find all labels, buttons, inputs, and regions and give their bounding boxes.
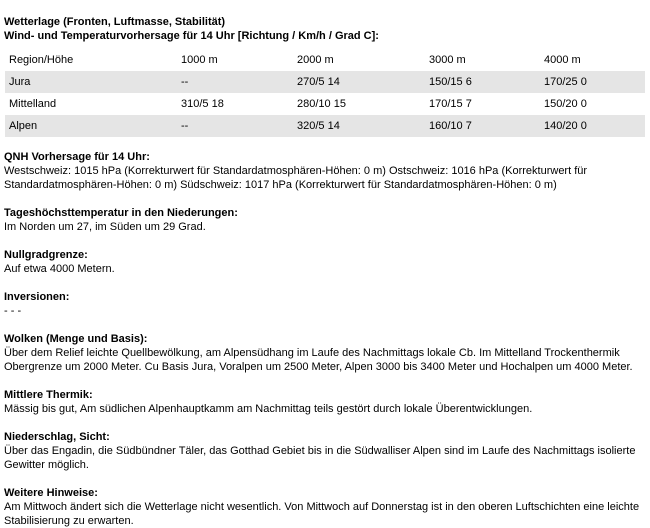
section-title: Weitere Hinweise:	[4, 487, 98, 499]
table-cell: 170/15 7	[429, 98, 472, 110]
section-freezing-level	[4, 248, 644, 276]
column-header-1000m: 1000 m	[181, 54, 218, 66]
weather-situation-heading: Wetterlage (Fronten, Luftmasse, Stabilität)	[4, 16, 226, 28]
table-cell: 150/15 6	[425, 71, 540, 93]
table-cell: Alpen	[5, 115, 177, 137]
table-cell: 150/20 0	[544, 98, 587, 110]
column-header-3000m: 3000 m	[429, 54, 466, 66]
section-title: Nullgradgrenze:	[4, 249, 88, 261]
table-cell: 270/5 14	[293, 71, 425, 93]
section-title: QNH Vorhersage für 14 Uhr:	[4, 151, 150, 163]
table-header-row	[5, 49, 645, 71]
section-text: Im Norden um 27, im Süden um 29 Grad.	[4, 221, 206, 233]
table-row-mittelland	[5, 93, 645, 115]
section-inversions	[4, 290, 644, 318]
section-text: Am Mittwoch ändert sich die Wetterlage nicht wesentlich. Von Mittwoch auf Donnerstag ist in den oberen Luftschichten eine leichte Stabilisierung zu erwarten.	[4, 501, 640, 527]
table-cell: Jura	[5, 71, 177, 93]
section-title: Niederschlag, Sicht:	[4, 431, 110, 443]
wind-temperature-table	[5, 49, 645, 137]
section-clouds	[4, 332, 644, 374]
section-text: Auf etwa 4000 Metern.	[4, 263, 115, 275]
wind-temperature-heading: Wind- und Temperaturvorhersage für 14 Uhr [Richtung / Km/h / Grad C]:	[4, 30, 379, 42]
table-cell: 160/10 7	[425, 115, 540, 137]
column-header-2000m: 2000 m	[297, 54, 334, 66]
section-text: - - -	[4, 305, 22, 317]
section-text: Über dem Relief leichte Quellbewölkung, am Alpensüdhang im Laufe des Nachmittags lokale Cb. Im Mittelland Trockenthermik Obergrenze um 2000 Meter. Cu Basis Jura, Voralpen um 2500 Meter, Alpen 3000 bis 3400 Meter und Hochalpen um 4000 Meter.	[4, 347, 633, 373]
section-further-notes	[4, 486, 644, 528]
section-title: Wolken (Menge und Basis):	[4, 333, 148, 345]
section-text: Über das Engadin, die Südbündner Täler, das Gotthad Gebiet bis in die Südwalliser Alpen sind im Laufe des Nachmittags isolierte Gewitter möglich.	[4, 445, 636, 471]
section-title: Tageshöchsttemperatur in den Niederungen:	[4, 207, 238, 219]
table-row-alpen	[5, 115, 645, 137]
table-cell: --	[177, 71, 293, 93]
table-cell: 140/20 0	[540, 115, 645, 137]
table-cell: 280/10 15	[297, 98, 346, 110]
table-row-jura	[5, 71, 645, 93]
section-qnh	[4, 150, 644, 192]
table-cell: --	[177, 115, 293, 137]
table-cell: Mittelland	[9, 98, 57, 110]
section-max-temperature	[4, 206, 644, 234]
section-thermals	[4, 388, 644, 416]
section-title: Inversionen:	[4, 291, 70, 303]
forecast-page	[4, 15, 644, 528]
column-header-4000m: 4000 m	[544, 54, 581, 66]
column-header-region: Region/Höhe	[9, 54, 74, 66]
table-cell: 170/25 0	[540, 71, 645, 93]
section-text: Westschweiz: 1015 hPa (Korrekturwert für Standardatmosphären-Höhen: 0 m) Ostschweiz: 1016 hPa (Korrekturwert für Standardatmosphären-Höhen: 0 m) Südschweiz: 1017 hPa (Korrekturwert für Standardatmosphären-Höhen: 0 m)	[4, 165, 588, 191]
section-text: Mässig bis gut, Am südlichen Alpenhauptkamm am Nachmittag teils gestört durch lokale Überentwicklungen.	[4, 403, 533, 415]
table-cell: 310/5 18	[181, 98, 224, 110]
section-title: Mittlere Thermik:	[4, 389, 93, 401]
table-cell: 320/5 14	[293, 115, 425, 137]
section-precipitation	[4, 430, 644, 472]
